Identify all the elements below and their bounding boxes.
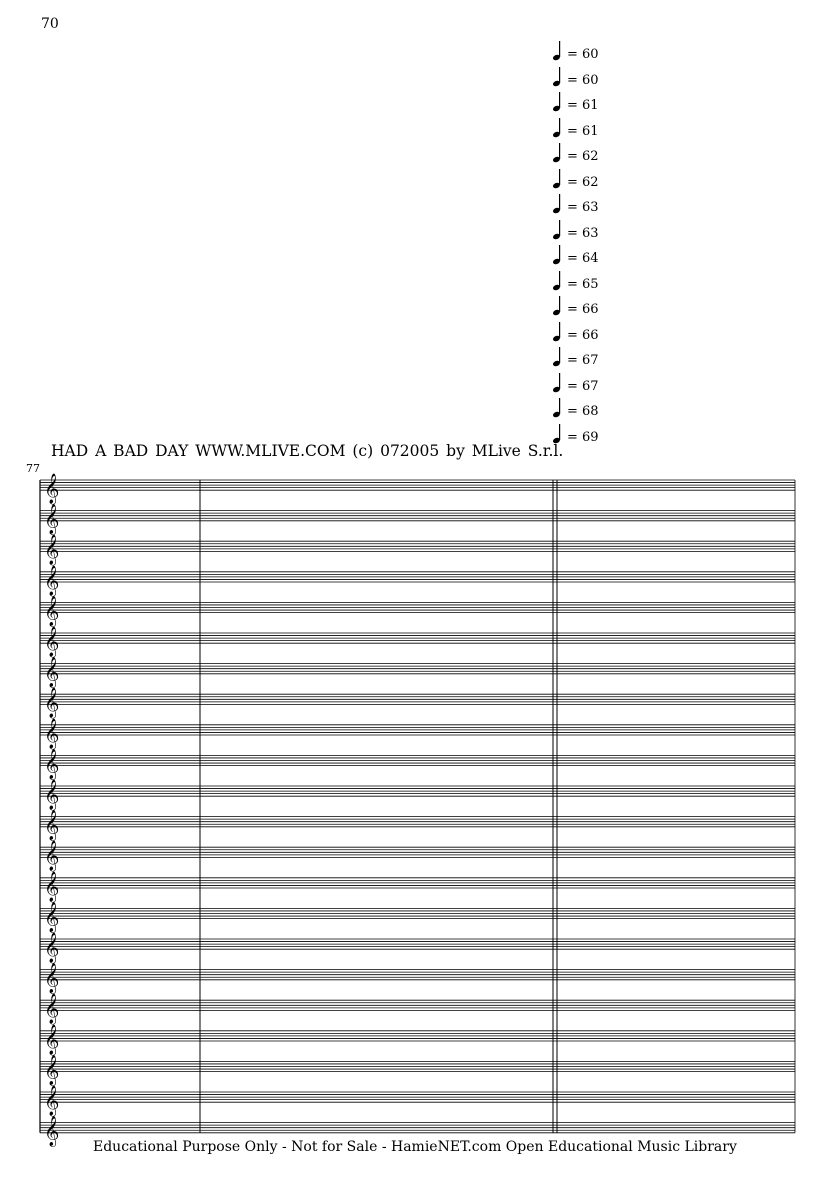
treble-clef-icon: 𝄞 (44, 1116, 60, 1147)
tempo-value: = 67 (567, 378, 599, 394)
tempo-value: = 64 (567, 251, 599, 266)
tempo-value: = 60 (567, 47, 599, 62)
treble-clef-icon: 𝄞 (44, 504, 60, 535)
tempo-value: = 61 (567, 123, 599, 139)
staff (40, 595, 795, 627)
staff (40, 1024, 795, 1056)
staff (40, 473, 795, 505)
tempo-value: = 60 (567, 72, 599, 88)
treble-clef-icon: 𝄞 (44, 749, 60, 780)
staff (40, 687, 795, 719)
staff (40, 748, 795, 780)
staff (40, 871, 795, 903)
tempo-value: = 66 (567, 327, 599, 343)
tempo-value: = 62 (567, 149, 599, 164)
measure-number: 77 (26, 462, 40, 475)
staff (40, 901, 795, 933)
tempo-value: = 61 (567, 98, 599, 113)
staff (40, 963, 795, 995)
treble-clef-icon: 𝄞 (44, 933, 60, 963)
tempo-value: = 63 (567, 225, 599, 241)
staff (40, 840, 795, 872)
score-header-text: HAD A BAD DAY WWW.MLIVE.COM (c) 072005 by MLive S.r.l. (51, 442, 564, 460)
treble-clef-icon: 𝄞 (44, 688, 60, 719)
staff (40, 993, 795, 1025)
staff (40, 504, 795, 536)
footer-text: Educational Purpose Only - Not for Sale - HamieNET.com Open Educational Music Library (93, 1139, 737, 1155)
treble-clef-icon: 𝄞 (44, 841, 60, 872)
tempo-value: = 67 (567, 353, 599, 368)
staff (40, 565, 795, 597)
tempo-value: = 66 (567, 302, 599, 317)
treble-clef-icon: 𝄞 (44, 627, 60, 657)
tempo-value: = 65 (567, 276, 599, 292)
staff (40, 810, 795, 842)
tempo-value: = 68 (567, 404, 599, 419)
staff (40, 534, 795, 566)
staff (40, 932, 795, 964)
treble-clef-icon: 𝄞 (44, 1024, 60, 1055)
treble-clef-icon: 𝄞 (44, 1055, 60, 1086)
staff (40, 1054, 795, 1086)
treble-clef-icon: 𝄞 (44, 565, 60, 596)
staff (40, 657, 795, 689)
staff (40, 718, 795, 750)
treble-clef-icon: 𝄞 (44, 474, 60, 504)
tempo-value: = 63 (567, 200, 599, 215)
treble-clef-icon: 𝄞 (44, 902, 60, 933)
staff (40, 1085, 795, 1117)
treble-clef-icon: 𝄞 (44, 535, 60, 566)
treble-clef-icon: 𝄞 (44, 963, 60, 994)
page-number: 70 (41, 16, 59, 32)
treble-clef-icon: 𝄞 (44, 657, 60, 688)
staff (40, 779, 795, 811)
staff (40, 626, 795, 658)
treble-clef-icon: 𝄞 (44, 780, 60, 810)
treble-clef-icon: 𝄞 (44, 994, 60, 1025)
tempo-value: = 69 (567, 429, 599, 445)
treble-clef-icon: 𝄞 (44, 596, 60, 627)
treble-clef-icon: 𝄞 (44, 1086, 60, 1116)
treble-clef-icon: 𝄞 (44, 871, 60, 902)
tempo-value: = 62 (567, 174, 599, 190)
treble-clef-icon: 𝄞 (44, 810, 60, 841)
treble-clef-icon: 𝄞 (44, 718, 60, 749)
